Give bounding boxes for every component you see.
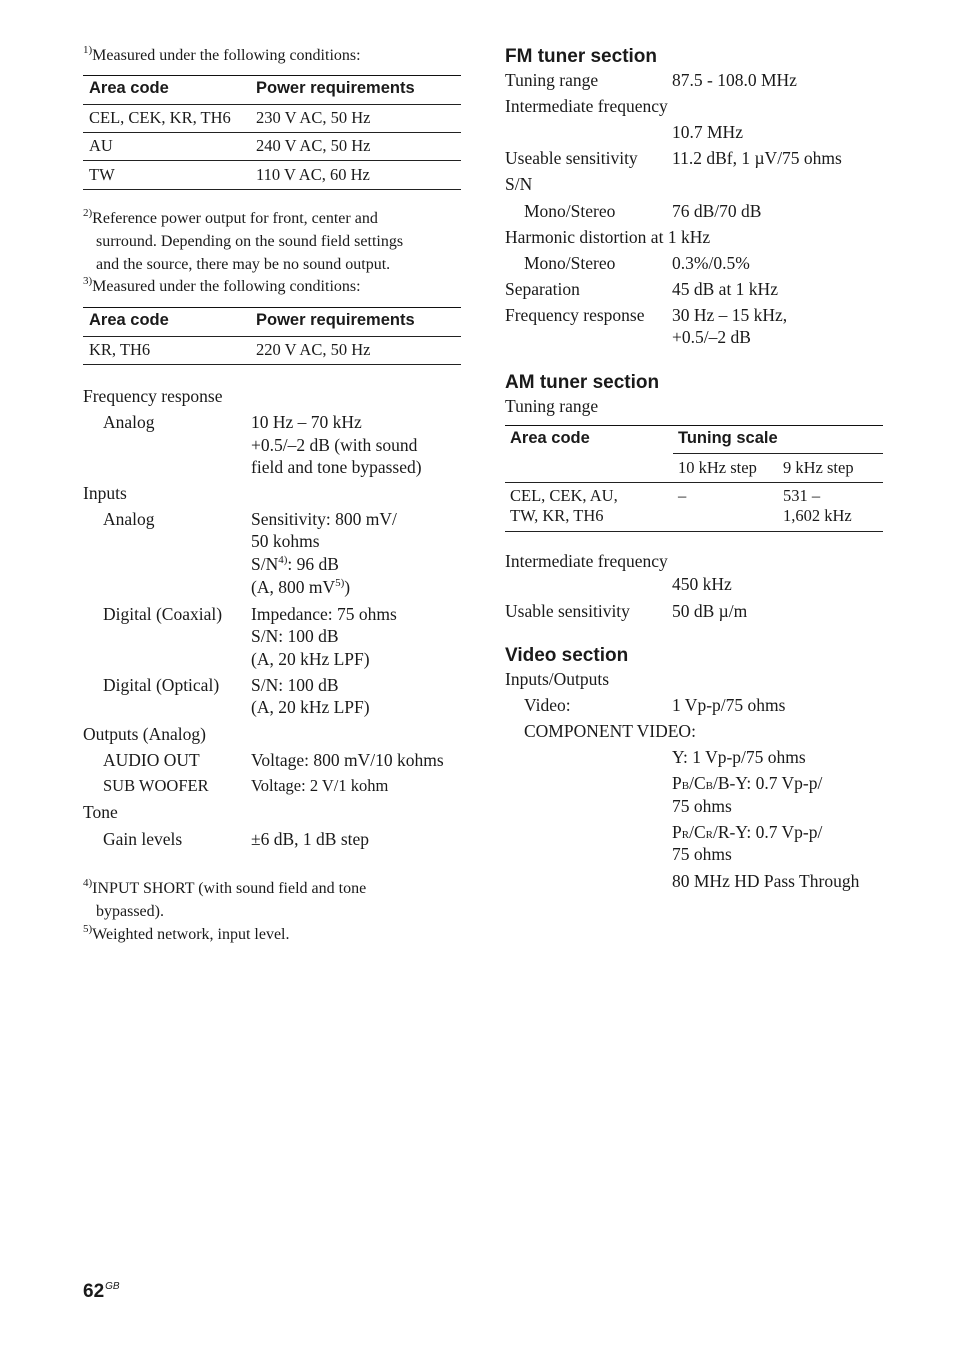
table-header-area-code: Area code <box>89 311 169 329</box>
table-cell: 220 V AC, 50 Hz <box>256 340 371 359</box>
page-number <box>83 1281 120 1303</box>
spec-value: 76 dB/70 dB <box>672 201 762 221</box>
table-rule <box>505 482 883 483</box>
spec-value: Impedance: 75 ohms <box>251 604 397 624</box>
spec-value: ±6 dB, 1 dB step <box>251 829 370 849</box>
spec-value: 75 ohms <box>672 844 732 864</box>
page-number-value: 62 <box>83 1281 105 1302</box>
table-rule <box>83 75 461 76</box>
footnote-1-marker: 1) <box>83 44 93 56</box>
weighting-prefix: (A, 800 mV <box>251 577 336 597</box>
footnote-3-marker: 3) <box>83 275 93 287</box>
footnote-ref: 4) <box>278 554 288 566</box>
footnote-5-marker: 5) <box>83 923 93 935</box>
footnote-3 <box>83 276 361 300</box>
spec-value <box>251 576 350 601</box>
pb-text: P <box>672 773 682 793</box>
spec-label: S/N <box>505 174 533 194</box>
footnote-1-text: Measured under the following conditions: <box>92 47 361 64</box>
spec-value: 87.5 - 108.0 MHz <box>672 70 797 90</box>
table-header-area-code: Area code <box>89 79 169 97</box>
spec-label: Usable sensitivity <box>505 601 630 621</box>
spec-label: Frequency response <box>83 386 223 406</box>
weighting-suffix: ) <box>344 577 351 597</box>
table-subheader-10k: 10 kHz step <box>678 458 757 477</box>
pr-text: P <box>672 822 682 842</box>
section-title-video: Video section <box>505 645 629 666</box>
spec-value: Y: 1 Vp-p/75 ohms <box>672 747 806 767</box>
table-header-area-code: Area code <box>510 429 590 447</box>
table-rule <box>83 104 461 105</box>
table-rule <box>83 132 461 133</box>
spec-value: +0.5/–2 dB <box>672 327 751 347</box>
spec-value: (A, 20 kHz LPF) <box>251 649 370 669</box>
footnote-ref: 5) <box>335 577 345 589</box>
pb-subscript: B <box>681 780 690 792</box>
spec-label: Digital (Optical) <box>103 675 220 695</box>
spec-label: Useable sensitivity <box>505 148 638 168</box>
spec-label: Mono/Stereo <box>524 253 616 273</box>
footnote-4-marker: 4) <box>83 877 93 889</box>
spec-value: 0.3%/0.5% <box>672 253 750 273</box>
spec-value: 50 dB µ/m <box>672 601 748 621</box>
spec-value: (A, 20 kHz LPF) <box>251 697 370 717</box>
spec-value: 50 kohms <box>251 531 320 551</box>
spec-value <box>251 553 339 578</box>
spec-value <box>672 772 822 797</box>
table-cell: 110 V AC, 60 Hz <box>256 165 370 184</box>
footnote-2-line: Reference power output for front, center and <box>92 210 378 227</box>
spec-value: 80 MHz HD Pass Through <box>672 871 860 891</box>
spec-value: Voltage: 800 mV/10 kohms <box>251 750 444 770</box>
pr-subscript: R <box>681 829 690 841</box>
table-rule <box>673 453 883 454</box>
table-header-power: Power requirements <box>256 311 415 329</box>
spec-label: Tuning range <box>505 396 599 416</box>
spec-value: S/N: 100 dB <box>251 626 339 646</box>
spec-value: 10.7 MHz <box>672 122 743 142</box>
spec-label: Video: <box>524 695 571 715</box>
region-code: GB <box>105 1281 120 1292</box>
sn-value: : 96 dB <box>287 554 339 574</box>
spec-value: field and tone bypassed) <box>251 457 422 477</box>
table-rule <box>505 425 883 426</box>
table-rule <box>505 531 883 532</box>
spec-label: Inputs <box>83 483 127 503</box>
spec-label: Analog <box>103 509 155 529</box>
footnote-2-line: surround. Depending on the sound field settings <box>96 233 404 250</box>
table-cell: 1,602 kHz <box>783 506 852 525</box>
spec-label: Separation <box>505 279 580 299</box>
footnote-2-marker: 2) <box>83 207 93 219</box>
spec-value: 11.2 dBf, 1 µV/75 ohms <box>672 148 842 168</box>
spec-label: Frequency response <box>505 305 645 325</box>
table-rule <box>83 364 461 365</box>
footnote-3-text: Measured under the following conditions: <box>92 278 361 295</box>
table-cell: CEL, CEK, KR, TH6 <box>89 108 231 127</box>
table-cell: CEL, CEK, AU, <box>510 486 618 505</box>
spec-value: +0.5/–2 dB (with sound <box>251 435 418 455</box>
spec-label: AUDIO OUT <box>103 750 200 770</box>
table-cell: 531 – <box>783 486 821 505</box>
table-cell: TW <box>89 165 115 184</box>
pr-text: /R-Y: 0.7 Vp-p/ <box>712 822 823 842</box>
pb-text: /B-Y: 0.7 Vp-p/ <box>712 773 823 793</box>
table-cell: KR, TH6 <box>89 340 151 359</box>
footnote-1 <box>83 45 361 69</box>
spec-label: Intermediate frequency <box>505 551 668 571</box>
spec-value: 45 dB at 1 kHz <box>672 279 778 299</box>
sn-prefix: S/N <box>251 554 279 574</box>
table-rule <box>83 307 461 308</box>
spec-value: 1 Vp-p/75 ohms <box>672 695 786 715</box>
table-cell: AU <box>89 136 113 155</box>
spec-label: Tuning range <box>505 70 599 90</box>
pr-text: /C <box>689 822 706 842</box>
pb-subscript: B <box>705 780 713 792</box>
footnote-2 <box>83 208 378 232</box>
table-cell: 230 V AC, 50 Hz <box>256 108 371 127</box>
spec-label: Inputs/Outputs <box>505 669 610 689</box>
table-header-power: Power requirements <box>256 79 415 97</box>
spec-label: Tone <box>83 802 118 822</box>
table-cell: TW, KR, TH6 <box>510 506 604 525</box>
table-cell: 240 V AC, 50 Hz <box>256 136 371 155</box>
spec-label: Harmonic distortion at 1 kHz <box>505 227 711 247</box>
section-title-am: AM tuner section <box>505 372 660 393</box>
section-title-fm: FM tuner section <box>505 46 658 67</box>
table-subheader-9k: 9 kHz step <box>783 458 854 477</box>
spec-label: Digital (Coaxial) <box>103 604 223 624</box>
spec-label: Outputs (Analog) <box>83 724 206 744</box>
spec-value: 10 Hz – 70 kHz <box>251 412 362 432</box>
spec-label: Mono/Stereo <box>524 201 616 221</box>
footnote-4-line: bypassed). <box>96 903 164 920</box>
spec-label: COMPONENT VIDEO: <box>524 721 696 741</box>
spec-value: Sensitivity: 800 mV/ <box>251 509 397 529</box>
spec-value: 75 ohms <box>672 796 732 816</box>
pb-text: /C <box>689 773 706 793</box>
spec-label: Intermediate frequency <box>505 96 668 116</box>
footnote-4-line: INPUT SHORT (with sound field and tone <box>92 880 367 897</box>
table-rule <box>83 160 461 161</box>
spec-value: 450 kHz <box>672 574 732 594</box>
table-header-tuning-scale: Tuning scale <box>678 429 778 447</box>
pr-subscript: R <box>705 829 713 841</box>
footnote-2-line: and the source, there may be no sound output. <box>96 256 391 273</box>
spec-label: Analog <box>103 412 155 432</box>
footnote-5 <box>83 924 290 948</box>
spec-value: 30 Hz – 15 kHz, <box>672 305 788 325</box>
spec-value: Voltage: 2 V/1 kohm <box>251 776 389 795</box>
table-rule <box>83 336 461 337</box>
table-cell: – <box>678 486 687 505</box>
footnote-4 <box>83 878 366 902</box>
spec-value: S/N: 100 dB <box>251 675 339 695</box>
spec-label: SUB WOOFER <box>103 776 209 795</box>
table-rule <box>83 189 461 190</box>
spec-label: Gain levels <box>103 829 183 849</box>
footnote-5-text: Weighted network, input level. <box>92 926 290 943</box>
